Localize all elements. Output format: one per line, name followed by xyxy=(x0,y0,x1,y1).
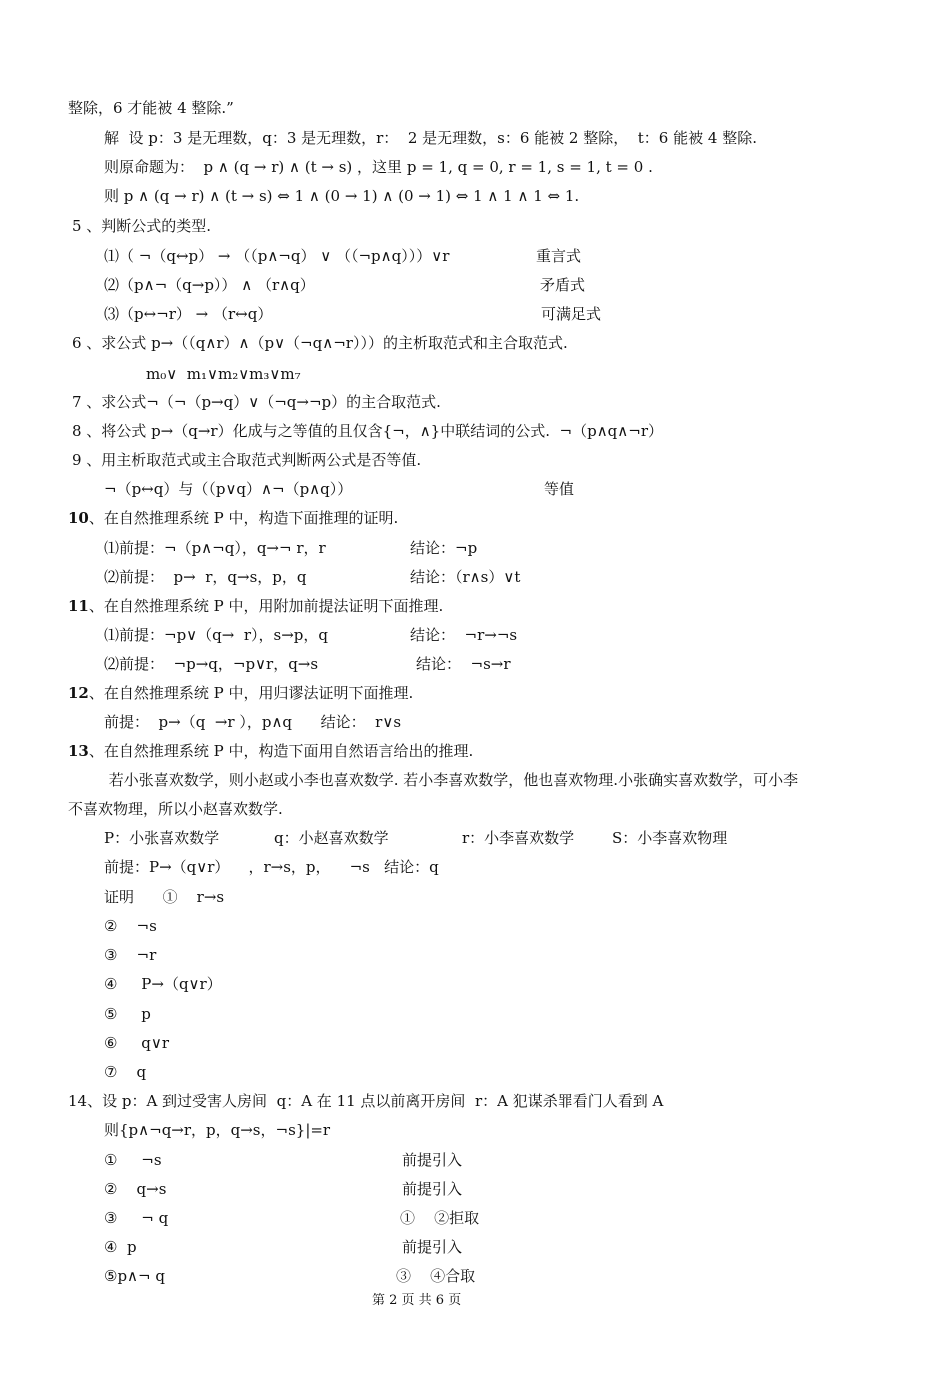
section-heading: 14、设 p：A 到过受害人房间 q：A 在 11 点以前离开房间 r：A 犯谋杀罪看门人看到 A xyxy=(68,1092,664,1110)
section-number: 12 xyxy=(68,684,89,702)
text-line: 若小张喜欢数学，则小赵或小李也喜欢数学. 若小李喜欢数学，他也喜欢物理.小张确实喜欢数学，可小李 xyxy=(104,771,799,789)
proof-reason: 前提引入 xyxy=(402,1180,463,1198)
text-line: ¬（p↔q）与（（p∨q）∧¬（p∧q）） xyxy=(104,480,353,498)
text-line: ⑶（p↔¬r） → （r↔q） xyxy=(104,305,273,323)
section-heading: 8 、将公式 p→（q→r）化成与之等值的且仅含{¬，∧}中联结词的公式. ¬（p∧q∧¬r） xyxy=(72,422,664,440)
proof-step: 证明 ① r→s xyxy=(104,888,225,906)
section-number: 13 xyxy=(68,742,89,760)
text-line: 则{p∧¬q→r，p，q→s，¬s}|=r xyxy=(104,1121,331,1139)
proof-reason: 前提引入 xyxy=(402,1238,463,1256)
section-heading: 9 、用主析取范式或主合取范式判断两公式是否等值. xyxy=(72,451,422,469)
section-title: 、在自然推理系统 P 中，构造下面用自然语言给出的推理. xyxy=(88,742,474,760)
text-line: 结论： ¬r→¬s xyxy=(410,626,518,644)
answer-text: 可满足式 xyxy=(541,305,602,323)
proof-step: ⑤p∧¬ q xyxy=(104,1267,165,1285)
text-line: 前提：P→（q∨r） ，r→s，p， ¬s 结论：q xyxy=(104,858,439,876)
text-line: ⑴前提：¬（p∧¬q），q→¬ r，r xyxy=(104,539,326,557)
text-line: 结论：（r∧s）∨t xyxy=(410,568,521,586)
text-line: 整除，6 才能被 4 整除.” xyxy=(68,99,234,117)
section-heading: 7 、求公式¬（¬（p→q）∨（¬q→¬p）的主合取范式. xyxy=(72,393,441,411)
proof-step: ④ p xyxy=(104,1238,137,1256)
section-heading xyxy=(68,741,473,761)
text-line: ⑵前提： p→ r，q→s，p，q xyxy=(104,568,307,586)
section-title: 、在自然推理系统 P 中，用归谬法证明下面推理. xyxy=(88,684,414,702)
answer-text: m₀∨ m₁∨m₂∨m₃∨m₇ xyxy=(146,365,301,383)
section-heading: 5 、判断公式的类型. xyxy=(72,217,212,235)
text-line: 则 p ∧ (q → r) ∧ (t → s) ⇔ 1 ∧ (0 → 1) ∧ (0 → 1) ⇔ 1 ∧ 1 ∧ 1 ⇔ 1. xyxy=(104,187,580,205)
section-title: 、在自然推理系统 P 中，用附加前提法证明下面推理. xyxy=(88,597,444,615)
text-line: q：小赵喜欢数学 xyxy=(274,829,389,847)
text-line: r：小李喜欢数学 xyxy=(462,829,575,847)
answer-text: 矛盾式 xyxy=(540,276,586,294)
proof-step: ① ¬s xyxy=(104,1151,162,1169)
section-title: 、在自然推理系统 P 中，构造下面推理的证明. xyxy=(88,509,399,527)
proof-step: ③ ¬ q xyxy=(104,1209,169,1227)
text-line: ⑴（ ¬（q↔p） → （（p∧¬q） ∨ （（¬p∧q）））∨r xyxy=(104,247,450,265)
section-heading xyxy=(68,683,413,703)
text-line: 不喜欢物理，所以小赵喜欢数学. xyxy=(68,800,283,818)
answer-text: 等值 xyxy=(544,480,575,498)
section-heading xyxy=(68,596,443,616)
proof-step: ④ P→（q∨r） xyxy=(104,975,222,993)
text-line: ⑵前提： ¬p→q，¬p∨r，q→s xyxy=(104,655,319,673)
proof-step: ② q→s xyxy=(104,1180,167,1198)
proof-step: ⑥ q∨r xyxy=(104,1034,170,1052)
text-line: 结论： ¬s→r xyxy=(416,655,511,673)
page-number: 第 2 页 共 6 页 xyxy=(372,1293,462,1308)
proof-step: ⑤ p xyxy=(104,1005,151,1023)
text-line: 结论：¬p xyxy=(410,539,478,557)
answer-text: 重言式 xyxy=(536,247,582,265)
section-number: 10 xyxy=(68,509,89,527)
proof-reason: ① ②拒取 xyxy=(400,1209,480,1227)
text-line: 则原命题为： p ∧ (q → r) ∧ (t → s) ，这里 p = 1, q = 0, r = 1, s = 1, t = 0 . xyxy=(104,158,653,176)
proof-step: ⑦ q xyxy=(104,1063,147,1081)
section-number: 11 xyxy=(68,597,89,615)
text-line: S：小李喜欢物理 xyxy=(612,829,728,847)
text-line: P：小张喜欢数学 xyxy=(104,829,220,847)
section-heading: 6 、求公式 p→（（q∧r）∧（p∨（¬q∧¬r）））的主析取范式和主合取范式. xyxy=(72,334,568,352)
text-line: 解 设 p：3 是无理数，q：3 是无理数，r： 2 是无理数，s：6 能被 2 整除， t：6 能被 4 整除. xyxy=(104,129,757,147)
text-line: 前提： p→（q →r ），p∧q 结论： r∨s xyxy=(104,713,402,731)
proof-reason: ③ ④合取 xyxy=(396,1267,476,1285)
proof-step: ② ¬s xyxy=(104,917,157,935)
text-line: ⑴前提：¬p∨（q→ r），s→p，q xyxy=(104,626,328,644)
proof-reason: 前提引入 xyxy=(402,1151,463,1169)
text-line: ⑵（p∧¬（q→p）） ∧ （r∧q） xyxy=(104,276,315,294)
proof-step: ③ ¬r xyxy=(104,946,157,964)
section-heading xyxy=(68,508,398,528)
